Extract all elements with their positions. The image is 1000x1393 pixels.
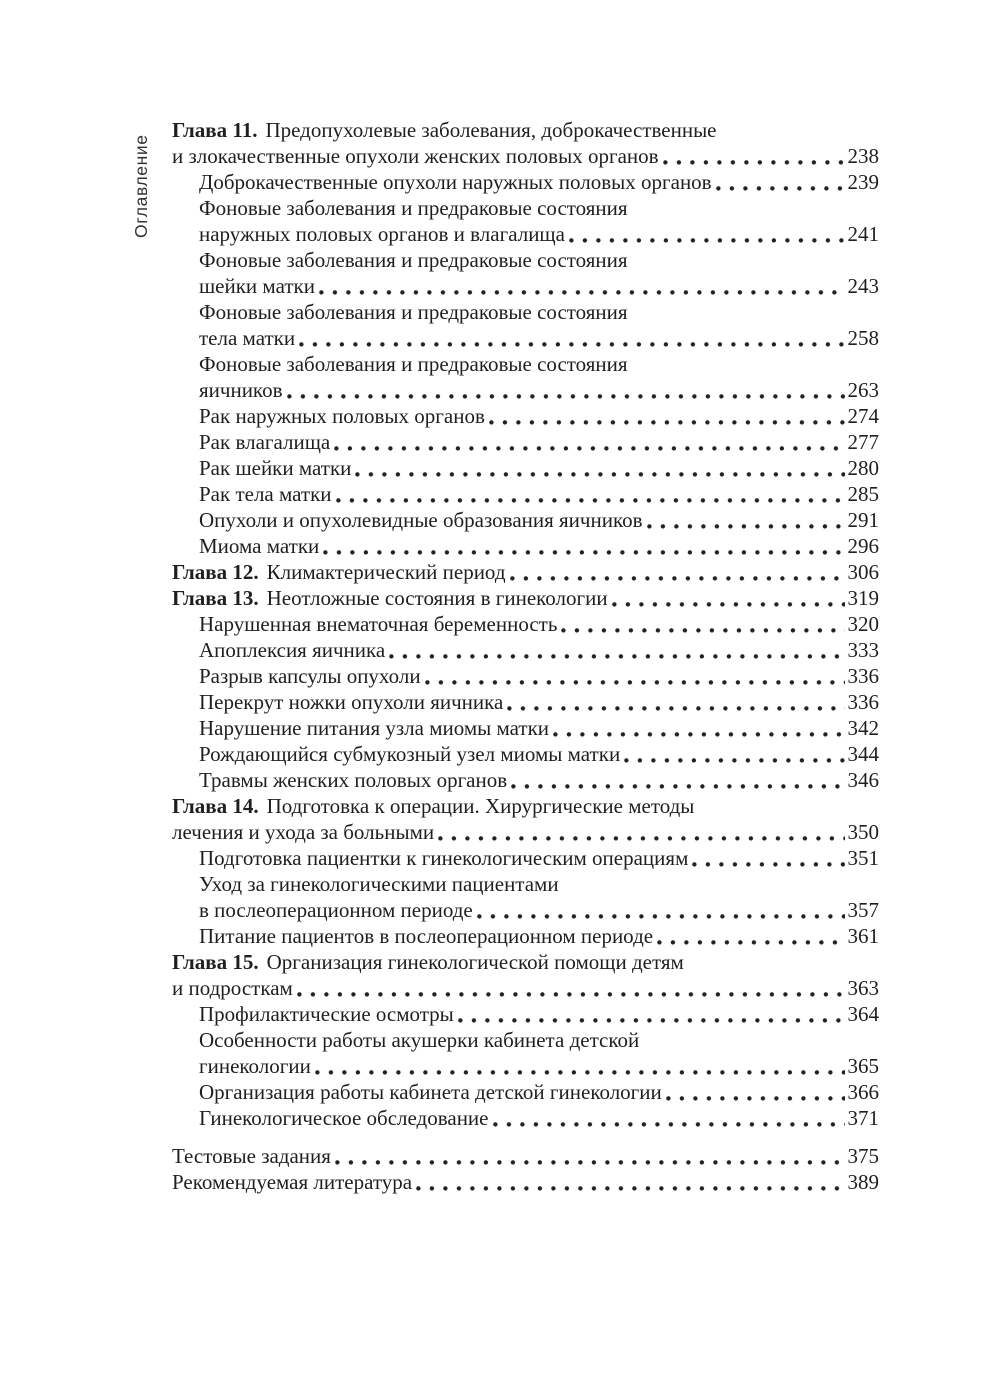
toc-line	[172, 117, 879, 143]
chapter-label: Глава 13.	[172, 586, 259, 610]
toc-line	[199, 611, 879, 637]
entry-title: Неотложные состояния в гинекологии	[266, 586, 608, 610]
toc-line	[172, 143, 879, 169]
page-number: 366	[847, 1080, 879, 1104]
toc-entry	[172, 559, 879, 585]
toc-entry	[172, 637, 879, 663]
toc-entry	[172, 845, 879, 871]
dot-leader	[297, 991, 845, 998]
toc-line	[172, 559, 879, 585]
page-number: 342	[847, 716, 879, 740]
toc-entry	[172, 507, 879, 533]
page-number: 241	[847, 222, 879, 246]
page-number: 239	[847, 170, 879, 194]
page-number: 361	[847, 924, 879, 948]
dot-leader	[477, 913, 845, 920]
entry-title: Рак влагалища	[199, 430, 331, 454]
toc-entry	[172, 793, 879, 845]
page-number: 375	[847, 1144, 879, 1168]
dot-leader	[489, 419, 845, 426]
chapter-label: Глава 15.	[172, 950, 259, 974]
toc-line	[199, 1053, 879, 1079]
toc-entry	[172, 949, 879, 1001]
entry-title: Рекомендуемая литература	[172, 1170, 413, 1194]
page-number: 238	[847, 144, 879, 168]
dot-leader	[438, 835, 844, 842]
entry-title: Фоновые заболевания и предраковые состояния	[199, 248, 628, 272]
entry-title: Уход за гинекологическими пациентами	[199, 872, 559, 896]
toc-entry	[172, 429, 879, 455]
toc-line	[199, 871, 879, 897]
page-number: 306	[847, 560, 879, 584]
toc-entry	[172, 169, 879, 195]
toc-line	[199, 637, 879, 663]
dot-leader	[666, 1095, 845, 1102]
entry-title: Нарушенная внематочная беременность	[199, 612, 558, 636]
page-number: 263	[847, 378, 879, 402]
toc-line	[199, 481, 879, 507]
page-number: 291	[847, 508, 879, 532]
entry-title: Тестовые задания	[172, 1144, 331, 1168]
entry-title: Разрыв капсулы опухоли	[199, 664, 421, 688]
page-number: 243	[847, 274, 879, 298]
entry-title: яичников	[199, 378, 283, 402]
dot-leader	[336, 497, 845, 504]
dot-leader	[458, 1017, 845, 1024]
entry-title: Подготовка пациентки к гинекологическим операциям	[199, 846, 689, 870]
page-number: 258	[847, 326, 879, 350]
dot-leader	[657, 939, 844, 946]
dot-leader	[507, 705, 844, 712]
toc-line	[199, 169, 879, 195]
dot-leader	[389, 653, 844, 660]
toc-line	[199, 195, 879, 221]
entry-title: Апоплексия яичника	[199, 638, 386, 662]
toc-line	[199, 1001, 879, 1027]
toc-entry	[172, 663, 879, 689]
entry-title: Организация гинекологической помощи детям	[266, 950, 684, 974]
toc-entry	[172, 1001, 879, 1027]
dot-leader	[323, 549, 844, 556]
toc-line	[199, 299, 879, 325]
dot-leader	[334, 445, 844, 452]
entry-title: Профилактические осмотры	[199, 1002, 454, 1026]
entry-title: Фоновые заболевания и предраковые состояния	[199, 196, 628, 220]
toc-line	[199, 403, 879, 429]
page-number: 344	[847, 742, 879, 766]
toc-entry	[172, 481, 879, 507]
entry-title: Гинекологическое обследование	[199, 1106, 489, 1130]
toc-entry	[172, 195, 879, 247]
dot-leader	[335, 1159, 845, 1166]
page-number: 389	[847, 1170, 879, 1194]
chapter-label: Глава 12.	[172, 560, 259, 584]
toc-entry	[172, 117, 879, 169]
page-number: 320	[847, 612, 879, 636]
toc-line	[199, 377, 879, 403]
page-number: 350	[847, 820, 879, 844]
toc-line	[199, 923, 879, 949]
entry-title: Особенности работы акушерки кабинета детской	[199, 1028, 640, 1052]
toc-line	[199, 1079, 879, 1105]
entry-title: Предопухолевые заболевания, доброкачественные	[265, 118, 717, 142]
dot-leader	[647, 523, 845, 530]
toc-entry	[172, 923, 879, 949]
entry-title: Нарушение питания узла миомы матки	[199, 716, 550, 740]
toc-entry	[172, 585, 879, 611]
entry-title: Доброкачественные опухоли наружных половых органов	[199, 170, 712, 194]
toc-entry	[172, 455, 879, 481]
toc-line	[199, 507, 879, 533]
entry-title: Климактерический период	[266, 560, 506, 584]
toc-line	[199, 325, 879, 351]
page-number: 333	[847, 638, 879, 662]
toc-line	[199, 845, 879, 871]
toc-entry	[172, 1169, 879, 1195]
toc-line	[199, 715, 879, 741]
dot-leader	[692, 861, 844, 868]
dot-leader	[624, 757, 844, 764]
toc-line	[172, 793, 879, 819]
entry-title: и подросткам	[172, 976, 293, 1000]
dot-leader	[299, 341, 844, 348]
entry-title: Перекрут ножки опухоли яичника	[199, 690, 504, 714]
toc-line	[199, 351, 879, 377]
toc-entry	[172, 715, 879, 741]
dot-leader	[511, 783, 844, 790]
toc-line	[172, 819, 879, 845]
table-of-contents	[172, 117, 879, 1195]
dot-leader	[510, 575, 845, 582]
toc-line	[199, 533, 879, 559]
toc-line	[199, 221, 879, 247]
page-number: 357	[847, 898, 879, 922]
toc-line	[199, 247, 879, 273]
dot-leader	[319, 289, 845, 296]
dot-leader	[425, 679, 845, 686]
entry-title: Рак тела матки	[199, 482, 332, 506]
dot-leader	[663, 159, 845, 166]
entry-title: гинекологии	[199, 1054, 311, 1078]
toc-line	[172, 949, 879, 975]
dot-leader	[416, 1185, 844, 1192]
page-number: 274	[847, 404, 879, 428]
page-number: 336	[847, 690, 879, 714]
toc-line	[172, 1169, 879, 1195]
toc-line	[199, 455, 879, 481]
entry-title: Миома матки	[199, 534, 320, 558]
toc-line	[172, 975, 879, 1001]
toc-line	[199, 767, 879, 793]
entry-title: Фоновые заболевания и предраковые состояния	[199, 300, 628, 324]
chapter-label: Глава 14.	[172, 794, 259, 818]
dot-leader	[315, 1069, 845, 1076]
page-number: 277	[847, 430, 879, 454]
toc-entry	[172, 533, 879, 559]
entry-title: Подготовка к операции. Хирургические методы	[266, 794, 695, 818]
toc-line	[199, 1105, 879, 1131]
dot-leader	[561, 627, 844, 634]
entry-title: Питание пациентов в послеоперационном периоде	[199, 924, 654, 948]
page-number: 351	[847, 846, 879, 870]
toc-entry	[172, 1143, 879, 1169]
entry-title: и злокачественные опухоли женских половых органов	[172, 144, 659, 168]
page-number: 319	[847, 586, 879, 610]
page-number: 296	[847, 534, 879, 558]
toc-line	[172, 1143, 879, 1169]
entry-title: Рождающийся субмукозный узел миомы матки	[199, 742, 621, 766]
toc-line	[199, 663, 879, 689]
entry-title: шейки матки	[199, 274, 315, 298]
chapter-label: Глава 11.	[172, 118, 258, 142]
toc-entry	[172, 1079, 879, 1105]
toc-entry	[172, 741, 879, 767]
page-number: 364	[847, 1002, 879, 1026]
entry-title: Рак наружных половых органов	[199, 404, 485, 428]
toc-line	[199, 1027, 879, 1053]
toc-line	[199, 897, 879, 923]
page-number: 346	[847, 768, 879, 792]
dot-leader	[355, 471, 844, 478]
toc-line	[199, 689, 879, 715]
entry-title: тела матки	[199, 326, 296, 350]
toc-entry	[172, 247, 879, 299]
toc-entry	[172, 611, 879, 637]
entry-title: наружных половых органов и влагалища	[199, 222, 565, 246]
dot-leader	[569, 237, 845, 244]
entry-title: Фоновые заболевания и предраковые состояния	[199, 352, 628, 376]
page-number: 280	[847, 456, 879, 480]
toc-entry	[172, 689, 879, 715]
page-number: 285	[847, 482, 879, 506]
toc-line	[172, 585, 879, 611]
entry-title: Опухоли и опухолевидные образования яичников	[199, 508, 643, 532]
page-number: 336	[847, 664, 879, 688]
dot-leader	[612, 601, 845, 608]
entry-title: Организация работы кабинета детской гинекологии	[199, 1080, 662, 1104]
margin-rotated-label: Оглавление	[131, 134, 151, 238]
toc-entry	[172, 1105, 879, 1131]
toc-line	[199, 429, 879, 455]
toc-line	[199, 741, 879, 767]
toc-line	[199, 273, 879, 299]
entry-title: Рак шейки матки	[199, 456, 352, 480]
entry-title: в послеоперационном периоде	[199, 898, 473, 922]
page-number: 363	[847, 976, 879, 1000]
toc-entry	[172, 767, 879, 793]
entry-title: лечения и ухода за больными	[172, 820, 435, 844]
toc-entry	[172, 871, 879, 923]
toc-entry	[172, 351, 879, 403]
dot-leader	[716, 185, 845, 192]
toc-entry	[172, 403, 879, 429]
entry-title: Травмы женских половых органов	[199, 768, 508, 792]
toc-entry	[172, 1027, 879, 1079]
toc-entry	[172, 299, 879, 351]
dot-leader	[553, 731, 844, 738]
page-number: 365	[847, 1054, 879, 1078]
page-number: 371	[847, 1106, 879, 1130]
dot-leader	[287, 393, 845, 400]
dot-leader	[493, 1121, 845, 1128]
